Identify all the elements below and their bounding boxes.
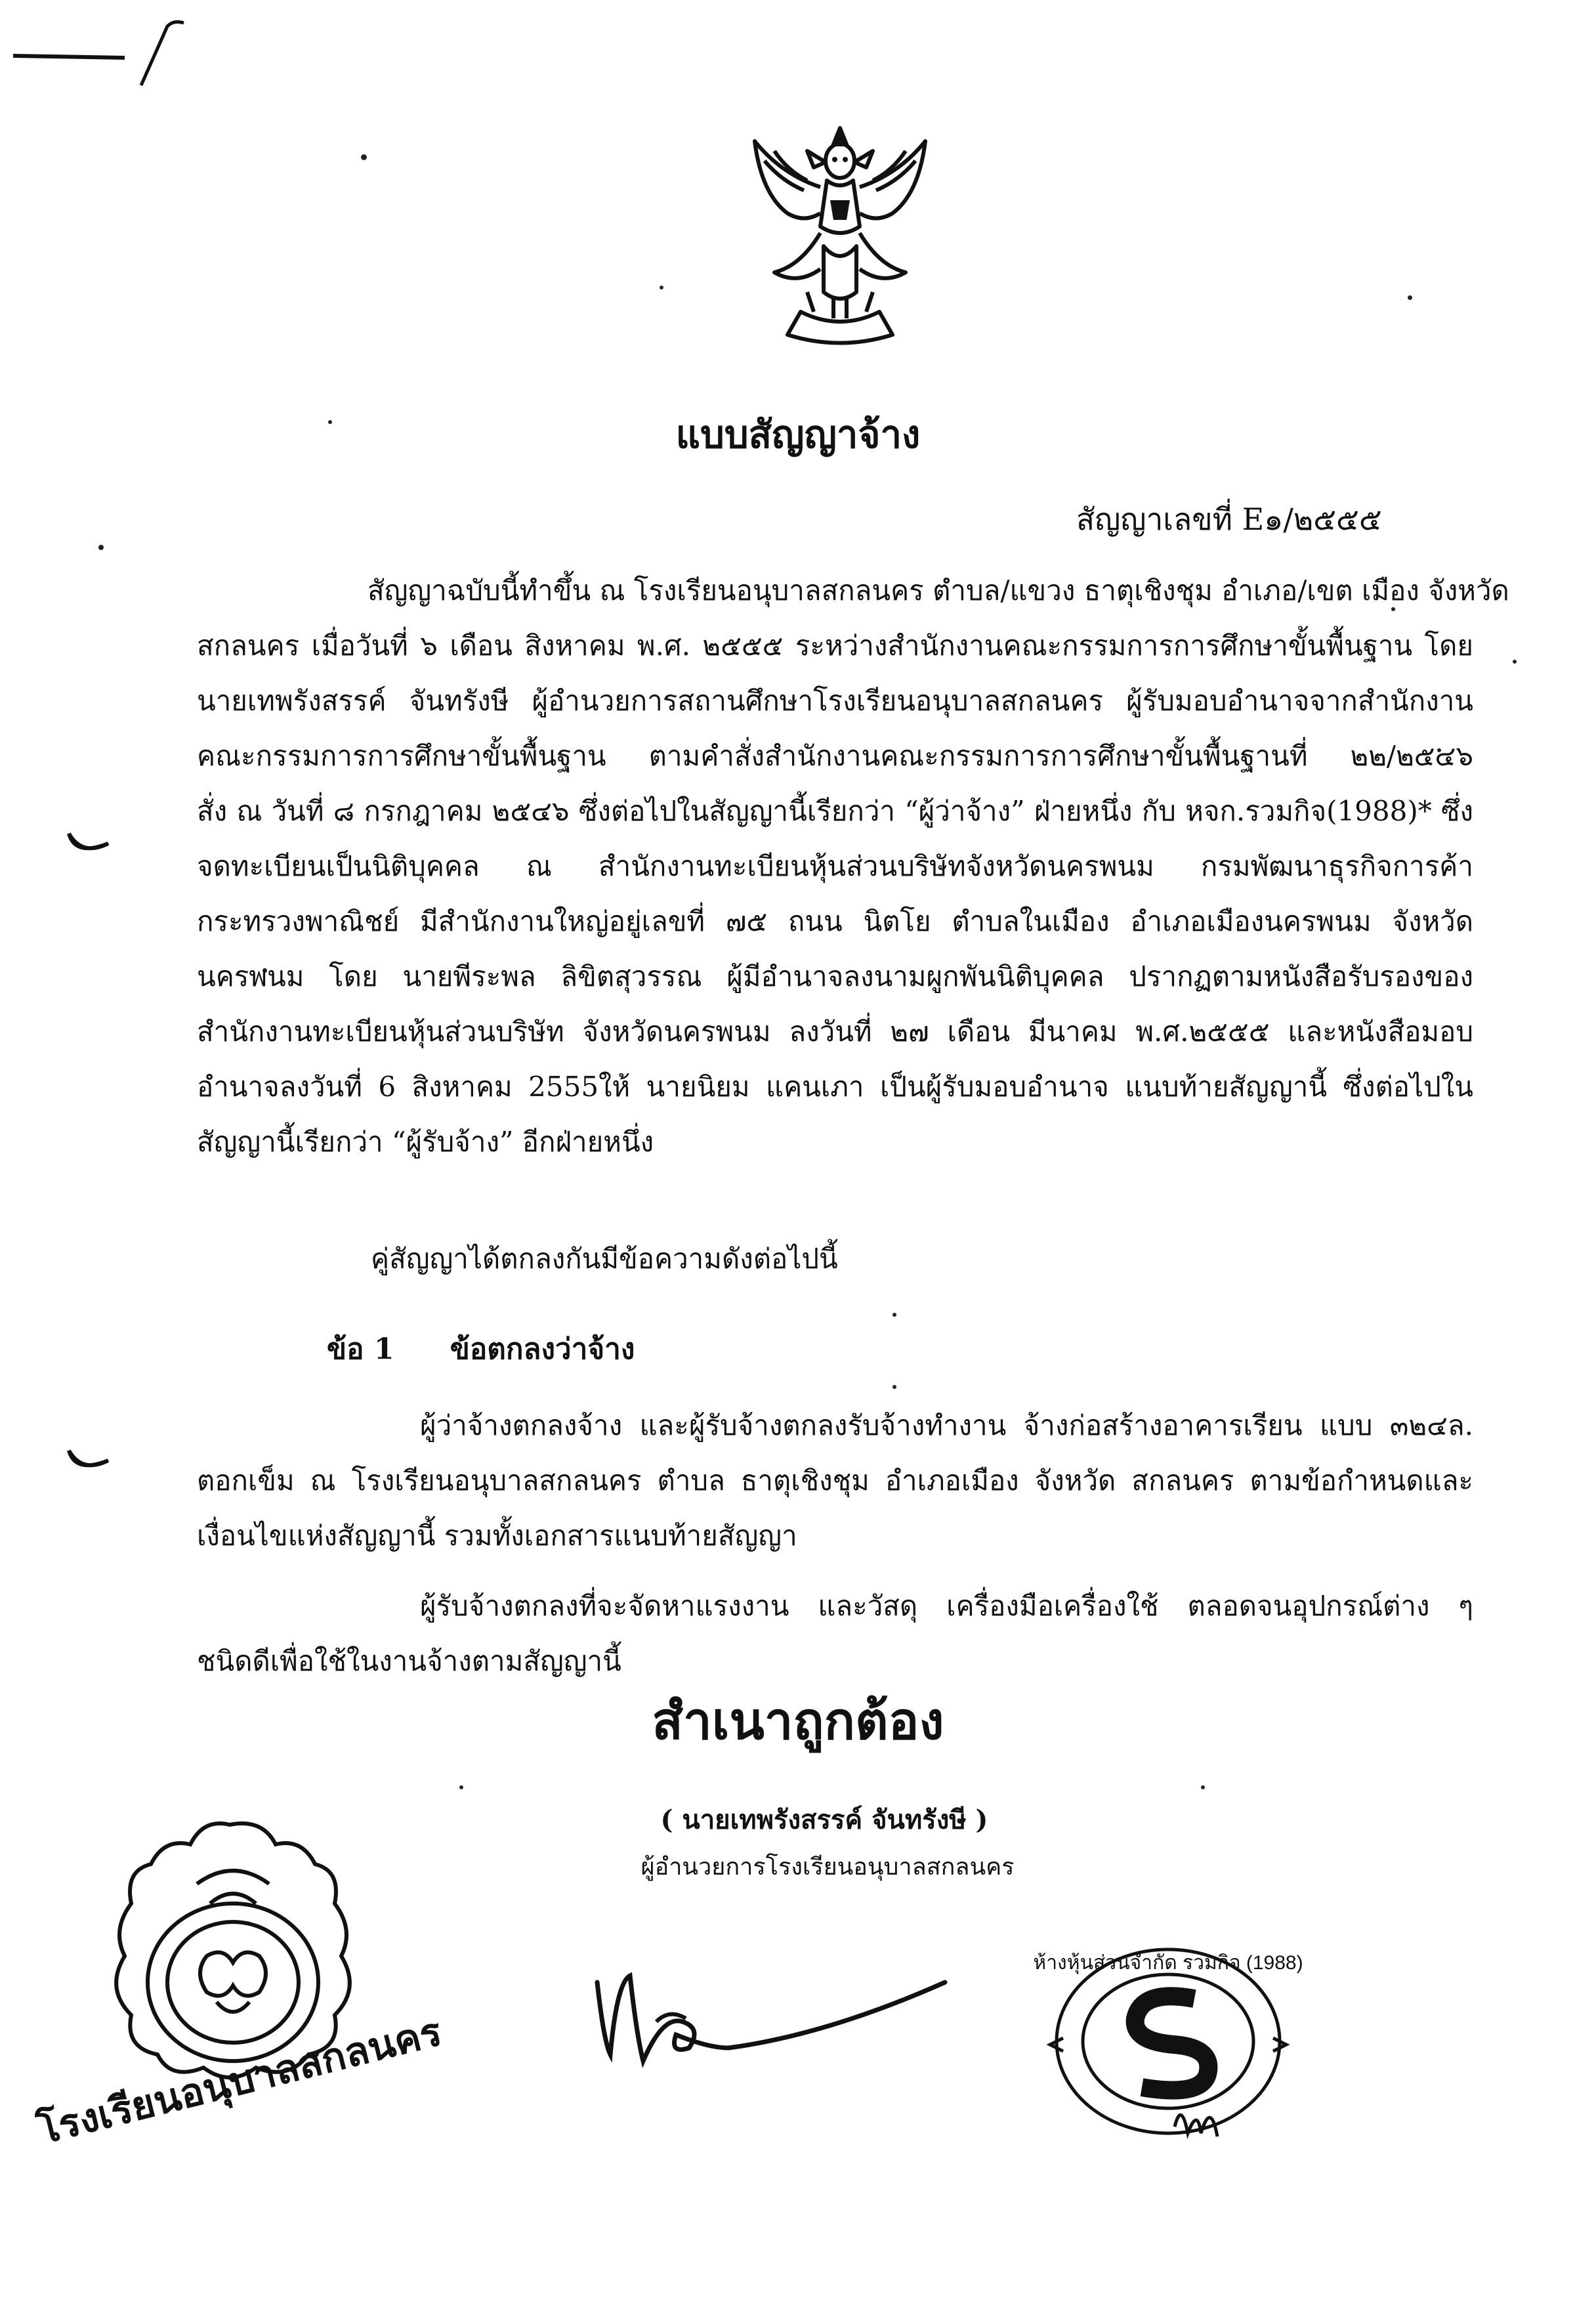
intro-line: สั่ง ณ วันที่ ๘ กรกฎาคม ๒๕๔๖ ซึ่งต่อไปในสัญญานี้เรียกว่า “ผู้ว่าจ้าง” ฝ่ายหนึ่ง กับ หจก.รวมกิจ(1988)* ซึ่ง	[197, 795, 1473, 827]
clause-number: ข้อ 1	[327, 1332, 394, 1366]
document-title: แบบสัญญาจ้าง	[675, 412, 921, 457]
certified-copy-stamp: สำเนาถูกต้อง	[652, 1692, 944, 1751]
clause-line: ผู้ว่าจ้างตกลงจ้าง และผู้รับจ้างตกลงรับจ้างทำงาน จ้างก่อสร้างอาคารเรียน แบบ ๓๒๔ล.	[420, 1409, 1473, 1441]
intro-line: อำนาจลงวันที่ 6 สิงหาคม 2555ให้ นายนิยม แคนเภา เป็นผู้รับมอบอำนาจ แนบท้ายสัญญานี้ ซึ่งต่อไปใน	[197, 1071, 1473, 1103]
clause-line: ผู้รับจ้างตกลงที่จะจัดหาแรงงาน และวัสดุ เครื่องมือเครื่องใช้ ตลอดจนอุปกรณ์ต่าง ๆ	[420, 1590, 1473, 1622]
signature-mark	[578, 1956, 984, 2087]
garuda-emblem-icon	[735, 115, 945, 371]
clause-line: ตอกเข็ม ณ โรงเรียนอนุบาลสกลนคร ตำบล ธาตุเชิงชุม อำเภอเมือง จังหวัด สกลนคร ตามข้อกำหนดและ	[197, 1464, 1473, 1497]
punch-hole-mark	[66, 1437, 112, 1483]
clause-title: ข้อตกลงว่าจ้าง	[450, 1332, 635, 1366]
intro-line: นครพนม โดย นายพีระพล ลิขิตสุวรรณ ผู้มีอำนาจลงนามผูกพันนิติบุคคล ปรากฏตามหนังสือรับรองของ	[197, 960, 1473, 992]
scan-mark	[0, 0, 217, 118]
school-seal-icon	[33, 1805, 446, 2152]
clause-heading	[327, 1326, 635, 1372]
intro-line: คณะกรรมการการศึกษาขั้นพื้นฐาน ตามคำสั่งสำนักงานคณะกรรมการการศึกษาขั้นพื้นฐานที่ ๒๒/๒๕๔๖	[197, 740, 1473, 772]
intro-line: สกลนคร เมื่อวันที่ ๖ เดือน สิงหาคม พ.ศ. ๒๕๕๕ ระหว่างสำนักงานคณะกรรมการการศึกษาขั้นพื้นฐาน โดย	[197, 629, 1473, 662]
punch-hole-mark	[66, 820, 112, 866]
agreement-line: คู่สัญญาได้ตกลงกันมีข้อความดังต่อไปนี้	[371, 1243, 838, 1275]
intro-line: กระทรวงพาณิชย์ มีสำนักงานใหญ่อยู่เลขที่ ๗๕ ถนน นิตโย ตำบลในเมือง อำเภอเมืองนครพนม จังหวัด	[197, 905, 1473, 937]
intro-line: สัญญานี้เรียกว่า “ผู้รับจ้าง” อีกฝ่ายหนึ่ง	[197, 1126, 654, 1158]
intro-line: นายเทพรังสรรค์ จันทรังษี ผู้อำนวยการสถานศึกษาโรงเรียนอนุบาลสกลนคร ผู้รับมอบอำนาจจากสำนักงาน	[197, 685, 1473, 717]
clause-paragraph-1	[197, 1398, 1473, 1564]
intro-paragraph	[197, 563, 1509, 1170]
contract-number: สัญญาเลขที่ E๑/๒๕๕๕	[1076, 501, 1382, 537]
school-seal-text: โรงเรียนอนุบาลสกลนคร	[33, 2009, 446, 2152]
company-seal-text: ห้างหุ้นส่วนจำกัด รวมกิจ (1988)	[1033, 1952, 1303, 1974]
intro-line: สัญญาฉบับนี้ทำขึ้น ณ โรงเรียนอนุบาลสกลนคร ตำบล/แขวง ธาตุเชิงชุม อำเภอ/เขต เมือง จังหวัด	[368, 574, 1509, 606]
signer-name: ( นายเทพรังสรรค์ จันทรังษี )	[660, 1804, 988, 1835]
clause-line: เงื่อนไขแห่งสัญญานี้ รวมทั้งเอกสารแนบท้ายสัญญา	[197, 1520, 797, 1552]
intro-line: จดทะเบียนเป็นนิติบุคคล ณ สำนักงานทะเบียนหุ้นส่วนบริษัทจังหวัดนครพนม กรมพัฒนาธุรกิจการค้า	[197, 850, 1473, 882]
signer-position: ผู้อำนวยการโรงเรียนอนุบาลสกลนคร	[640, 1854, 1015, 1881]
clause-line: ชนิดดีเพื่อใช้ในงานจ้างตามสัญญานี้	[197, 1645, 621, 1677]
company-seal-icon	[1033, 1936, 1303, 2160]
intro-line: สำนักงานทะเบียนหุ้นส่วนบริษัท จังหวัดนครพนม ลงวันที่ ๒๗ เดือน มีนาคม พ.ศ.๒๕๕๕ และหนังสือมอบ	[197, 1015, 1473, 1048]
clause-paragraph-2	[197, 1579, 1473, 1689]
